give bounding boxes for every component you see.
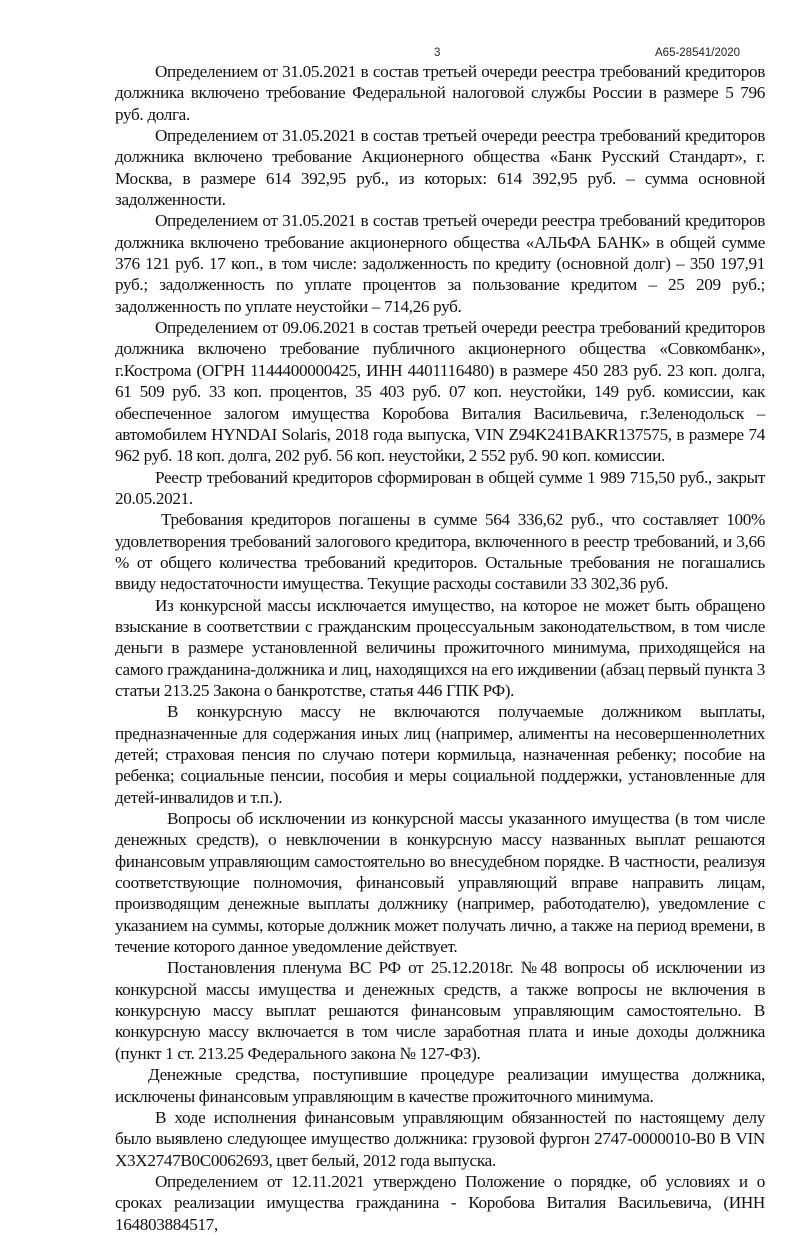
paragraph-identified-property: В ходе исполнения финансовым управляющим обязанностей по настоящему делу было выявлено следующее имущество должника: грузовой фургон 2747-0000010-В0 В VIN Х3Х2747В0С0062693, цвет белый, 2012 года выпуска. <box>115 1107 765 1170</box>
paragraph-excluded-property: Из конкурсной массы исключается имущество, на которое не может быть обращено взыскание в соответствии с гражданским процессуальным законодательством, в том числе деньги в размере установленной величины прожиточного минимума, приходящейся на самого гражданина-должника и лиц, находящихся на его иждивении (абзац первый пункта 3 статьи 213.25 Закона о банкротстве, статья 446 ГПК РФ). <box>115 595 765 700</box>
paragraph-sale-regulation: Определением от 12.11.2021 утверждено Положение о порядке, об условиях и о сроках реализации имущества гражданина - Коробова Виталия Васильевича, (ИНН 164803884517, <box>115 1171 765 1234</box>
paragraph-fns-claim: Определением от 31.05.2021 в состав третьей очереди реестра требований кредиторов должника включено требование Федеральной налоговой службы России в размере 5 796 руб. долга. <box>115 62 765 124</box>
paragraph-excluded-payments: В конкурсную массу не включаются получаемые должником выплаты, предназначенные для содержания иных лиц (например, алименты на несовершеннолетних детей; страховая пенсия по случаю потери кормильца, назначенная ребенку; пособие на ребенка; социальные пенсии, пособия и меры социальной поддержки, установленные для детей-инвалидов и т.п.). <box>115 702 765 807</box>
case-number: А65-28541/2020 <box>655 47 741 59</box>
paragraph-exclusion-questions: Вопросы об исключении из конкурсной массы указанного имущества (в том числе денежных средств), о невключении в конкурсную массу названных выплат решаются финансовым управляющим самостоятельно во внесудебном порядке. В частности, реализуя соответствующие полномочия, финансовый управляющий вправе направить лицам, производящим денежные выплаты должнику (например, работодателю), уведомление с указанием на суммы, которые должник может получать лично, а также на период времени, в течение которого данное уведомление действует. <box>115 809 765 957</box>
paragraph-subsistence-minimum: Денежные средства, поступившие процедуре реализации имущества должника, исключены финансовым управляющим в качестве прожиточного минимума. <box>115 1065 765 1106</box>
paragraph-registry-total: Реестр требований кредиторов сформирован в общей сумме 1 989 715,50 руб., закрыт 20.05.2021. <box>115 467 765 508</box>
paragraph-claims-repaid: Требования кредиторов погашены в сумме 564 336,62 руб., что составляет 100% удовлетворения требований залогового кредитора, включенного в реестр требований, и 3,66 % от общего количества требований кредиторов. Остальные требования не погашались ввиду недостаточности имущества. Текущие расходы составили 33 302,36 руб. <box>115 510 765 594</box>
paragraph-russian-standard-claim: Определением от 31.05.2021 в состав третьей очереди реестра требований кредиторов должника включено требование Акционерного общества «Банк Русский Стандарт», г. Москва, в размере 614 392,95 руб., из которых: 614 392,95 руб. – сумма основной задолженности. <box>115 126 765 210</box>
document-body <box>115 61 765 1235</box>
paragraph-plenum-resolution: Постановления пленума ВС РФ от 25.12.2018г. №48 вопросы об исключении из конкурсной массы имущества и денежных средств, а также вопросы не включения в конкурсную массу выплат решаются финансовым управляющим самостоятельно. В конкурсную массу включается в том числе заработная плата и иные доходы должника (пункт 1 ст. 213.25 Федерального закона № 127-ФЗ). <box>115 958 765 1063</box>
paragraph-sovcombank-claim: Определением от 09.06.2021 в состав третьей очереди реестра требований кредиторов должника включено требование публичного акционерного общества «Совкомбанк», г.Кострома (ОГРН 1144400000425, ИНН 4401116480) в размере 450 283 руб. 23 коп. долга, 61 509 руб. 33 коп. процентов, 35 403 руб. 07 коп. неустойки, 149 руб. комиссии, как обеспеченное залогом имущества Коробова Виталия Васильевича, г.Зеленодольск – автомобилем HYNDAI Solaris, 2018 года выпуска, VIN Z94K241BAKR137575, в размере 74 962 руб. 18 коп. долга, 202 руб. 56 коп. неустойки, 2 552 руб. 90 коп. комиссии. <box>115 318 765 466</box>
page-number: 3 <box>434 47 441 59</box>
paragraph-alfa-bank-claim: Определением от 31.05.2021 в состав третьей очереди реестра требований кредиторов должника включено требование акционерного общества «АЛЬФА БАНК» в общей сумме 376 121 руб. 17 коп., в том числе: задолженность по кредиту (основной долг) – 350 197,91 руб.; задолженность по уплате процентов за пользование кредитом – 25 209 руб.; задолженность по уплате неустойки – 714,26 руб. <box>115 211 765 316</box>
